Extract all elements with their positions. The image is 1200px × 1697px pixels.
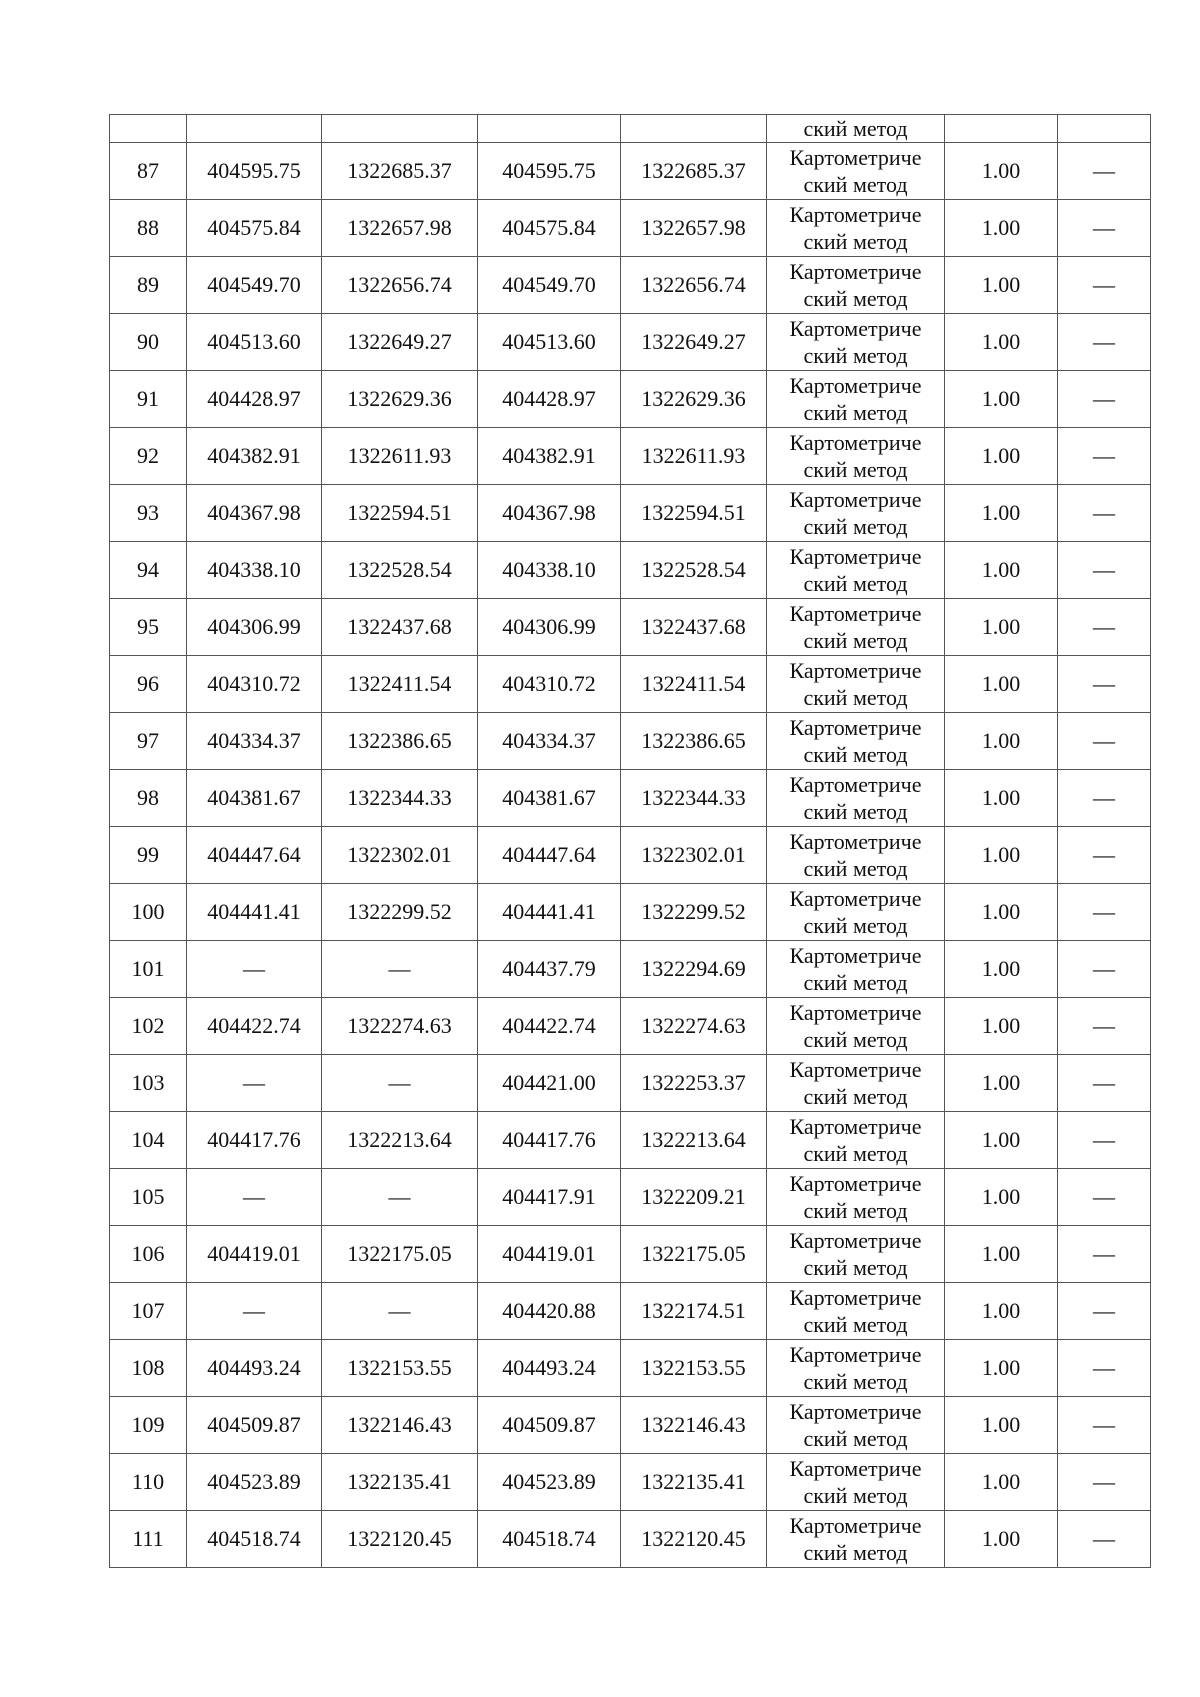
cell-x-new: 404417.76 <box>478 1112 621 1169</box>
cell-y-existing: 1322175.05 <box>322 1226 478 1283</box>
cell-accuracy: 1.00 <box>945 485 1058 542</box>
cell-number: 94 <box>110 542 187 599</box>
table-row <box>110 656 1151 713</box>
cell-accuracy: 1.00 <box>945 941 1058 998</box>
method-line-2: ский метод <box>803 1483 908 1508</box>
method-line-1: Картометриче <box>789 715 922 740</box>
cell-x-existing: 404367.98 <box>187 485 322 542</box>
method-line-1: Картометриче <box>789 601 922 626</box>
cell-x-new: 404493.24 <box>478 1340 621 1397</box>
table-row <box>110 1511 1151 1568</box>
method-line-2: ский метод <box>803 343 908 368</box>
method-line-2: ский метод <box>803 1255 908 1280</box>
method-line-2: ский метод <box>803 628 908 653</box>
cell-note: — <box>1058 314 1151 371</box>
cell-y-new: 1322294.69 <box>621 941 767 998</box>
cell-x-new: 404422.74 <box>478 998 621 1055</box>
cell-accuracy: 1.00 <box>945 428 1058 485</box>
cell-x-new: 404381.67 <box>478 770 621 827</box>
cell-number: 105 <box>110 1169 187 1226</box>
method-line-2: ский метод <box>803 1426 908 1451</box>
cell-accuracy: 1.00 <box>945 827 1058 884</box>
cell-x-existing: — <box>187 941 322 998</box>
cell-y-existing: 1322411.54 <box>322 656 478 713</box>
cell-number: 103 <box>110 1055 187 1112</box>
cell-y-existing: 1322153.55 <box>322 1340 478 1397</box>
cell-accuracy: 1.00 <box>945 713 1058 770</box>
cell-note: — <box>1058 1340 1151 1397</box>
cell-x-existing: — <box>187 1283 322 1340</box>
cell-y-new: 1322649.27 <box>621 314 767 371</box>
cell-note: — <box>1058 713 1151 770</box>
cell-note: — <box>1058 371 1151 428</box>
cell-number: 100 <box>110 884 187 941</box>
cell-accuracy: 1.00 <box>945 998 1058 1055</box>
method-line-1: Картометриче <box>789 658 922 683</box>
cell-method <box>767 542 945 599</box>
cell-y-new: 1322135.41 <box>621 1454 767 1511</box>
cell-y-new <box>621 115 767 143</box>
table-row <box>110 1340 1151 1397</box>
cell-number: 106 <box>110 1226 187 1283</box>
method-line-1: Картометриче <box>789 373 922 398</box>
cell-x-new: 404447.64 <box>478 827 621 884</box>
cell-note: — <box>1058 1511 1151 1568</box>
cell-method <box>767 115 945 143</box>
cell-x-new: 404595.75 <box>478 143 621 200</box>
method-line-2: ский метод <box>803 172 908 197</box>
cell-note: — <box>1058 257 1151 314</box>
cell-method <box>767 485 945 542</box>
cell-method <box>767 257 945 314</box>
cell-y-existing: — <box>322 941 478 998</box>
cell-x-existing: 404493.24 <box>187 1340 322 1397</box>
cell-x-existing: 404513.60 <box>187 314 322 371</box>
cell-method <box>767 827 945 884</box>
method-tail: ский метод <box>803 116 908 141</box>
cell-y-new: 1322146.43 <box>621 1397 767 1454</box>
cell-accuracy: 1.00 <box>945 1226 1058 1283</box>
cell-x-new: 404367.98 <box>478 485 621 542</box>
cell-number: 98 <box>110 770 187 827</box>
cell-x-existing: — <box>187 1055 322 1112</box>
method-line-2: ский метод <box>803 1141 908 1166</box>
cell-note: — <box>1058 998 1151 1055</box>
cell-y-new: 1322302.01 <box>621 827 767 884</box>
method-line-2: ский метод <box>803 970 908 995</box>
cell-y-new: 1322685.37 <box>621 143 767 200</box>
cell-x-new: 404338.10 <box>478 542 621 599</box>
cell-y-existing: 1322274.63 <box>322 998 478 1055</box>
cell-y-existing: 1322135.41 <box>322 1454 478 1511</box>
cell-x-existing: 404441.41 <box>187 884 322 941</box>
method-line-2: ский метод <box>803 1027 908 1052</box>
method-line-1: Картометриче <box>789 1285 922 1310</box>
cell-x-new: 404549.70 <box>478 257 621 314</box>
cell-x-new: 404437.79 <box>478 941 621 998</box>
cell-y-new: 1322175.05 <box>621 1226 767 1283</box>
cell-x-existing: 404381.67 <box>187 770 322 827</box>
cell-accuracy: 1.00 <box>945 314 1058 371</box>
cell-note <box>1058 115 1151 143</box>
cell-x-new <box>478 115 621 143</box>
method-line-1: Картометриче <box>789 1456 922 1481</box>
cell-method <box>767 1283 945 1340</box>
method-line-2: ский метод <box>803 1312 908 1337</box>
cell-number: 96 <box>110 656 187 713</box>
method-line-2: ский метод <box>803 742 908 767</box>
table-row <box>110 428 1151 485</box>
cell-number: 93 <box>110 485 187 542</box>
continuation-row <box>110 115 1151 143</box>
cell-x-existing: 404447.64 <box>187 827 322 884</box>
cell-x-new: 404382.91 <box>478 428 621 485</box>
cell-method <box>767 428 945 485</box>
cell-note: — <box>1058 827 1151 884</box>
table-row <box>110 1283 1151 1340</box>
cell-method <box>767 770 945 827</box>
cell-y-new: 1322253.37 <box>621 1055 767 1112</box>
cell-method <box>767 371 945 428</box>
cell-note: — <box>1058 884 1151 941</box>
cell-number: 89 <box>110 257 187 314</box>
cell-method <box>767 656 945 713</box>
cell-accuracy: 1.00 <box>945 1397 1058 1454</box>
cell-note: — <box>1058 1283 1151 1340</box>
table-row <box>110 713 1151 770</box>
table-row <box>110 884 1151 941</box>
cell-y-existing: 1322344.33 <box>322 770 478 827</box>
cell-y-existing: — <box>322 1169 478 1226</box>
cell-y-existing: 1322528.54 <box>322 542 478 599</box>
cell-accuracy: 1.00 <box>945 1169 1058 1226</box>
table-row <box>110 485 1151 542</box>
cell-y-new: 1322656.74 <box>621 257 767 314</box>
cell-y-new: 1322386.65 <box>621 713 767 770</box>
table-row <box>110 1226 1151 1283</box>
cell-y-existing: 1322386.65 <box>322 713 478 770</box>
cell-x-existing: 404549.70 <box>187 257 322 314</box>
table-row <box>110 827 1151 884</box>
cell-note: — <box>1058 542 1151 599</box>
cell-number: 90 <box>110 314 187 371</box>
cell-x-new: 404441.41 <box>478 884 621 941</box>
table-row <box>110 1397 1151 1454</box>
cell-accuracy <box>945 115 1058 143</box>
method-line-1: Картометриче <box>789 430 922 455</box>
cell-method <box>767 1112 945 1169</box>
cell-x-existing: 404417.76 <box>187 1112 322 1169</box>
cell-y-new: 1322174.51 <box>621 1283 767 1340</box>
table-row <box>110 371 1151 428</box>
cell-accuracy: 1.00 <box>945 1340 1058 1397</box>
cell-note: — <box>1058 1169 1151 1226</box>
cell-y-new: 1322120.45 <box>621 1511 767 1568</box>
method-line-2: ский метод <box>803 685 908 710</box>
method-line-1: Картометриче <box>789 1228 922 1253</box>
cell-x-new: 404509.87 <box>478 1397 621 1454</box>
method-line-1: Картометриче <box>789 1114 922 1139</box>
cell-x-new: 404420.88 <box>478 1283 621 1340</box>
cell-x-new: 404306.99 <box>478 599 621 656</box>
cell-number: 92 <box>110 428 187 485</box>
method-line-1: Картометриче <box>789 943 922 968</box>
cell-method <box>767 1397 945 1454</box>
cell-y-new: 1322344.33 <box>621 770 767 827</box>
cell-accuracy: 1.00 <box>945 599 1058 656</box>
cell-x-existing: 404595.75 <box>187 143 322 200</box>
coordinates-table <box>109 114 1151 1568</box>
cell-x-existing <box>187 115 322 143</box>
table-row <box>110 1055 1151 1112</box>
method-line-1: Картометриче <box>789 487 922 512</box>
table-row <box>110 314 1151 371</box>
cell-note: — <box>1058 1226 1151 1283</box>
cell-x-existing: 404310.72 <box>187 656 322 713</box>
cell-note: — <box>1058 599 1151 656</box>
cell-note: — <box>1058 428 1151 485</box>
cell-number: 104 <box>110 1112 187 1169</box>
cell-y-existing: 1322657.98 <box>322 200 478 257</box>
cell-x-new: 404310.72 <box>478 656 621 713</box>
cell-accuracy: 1.00 <box>945 656 1058 713</box>
table-row <box>110 770 1151 827</box>
cell-accuracy: 1.00 <box>945 884 1058 941</box>
method-line-1: Картометриче <box>789 145 922 170</box>
table-row <box>110 599 1151 656</box>
table-row <box>110 1112 1151 1169</box>
cell-x-new: 404575.84 <box>478 200 621 257</box>
cell-y-new: 1322528.54 <box>621 542 767 599</box>
method-line-1: Картометриче <box>789 259 922 284</box>
cell-y-existing: 1322146.43 <box>322 1397 478 1454</box>
cell-note: — <box>1058 941 1151 998</box>
method-line-1: Картометриче <box>789 1342 922 1367</box>
cell-x-existing: 404419.01 <box>187 1226 322 1283</box>
cell-x-existing: 404523.89 <box>187 1454 322 1511</box>
cell-x-existing: 404338.10 <box>187 542 322 599</box>
cell-x-existing: 404422.74 <box>187 998 322 1055</box>
cell-y-new: 1322594.51 <box>621 485 767 542</box>
cell-x-new: 404419.01 <box>478 1226 621 1283</box>
cell-y-new: 1322274.63 <box>621 998 767 1055</box>
cell-x-existing: 404509.87 <box>187 1397 322 1454</box>
cell-method <box>767 884 945 941</box>
method-line-1: Картометриче <box>789 1399 922 1424</box>
cell-x-new: 404518.74 <box>478 1511 621 1568</box>
cell-y-existing: 1322437.68 <box>322 599 478 656</box>
cell-number: 101 <box>110 941 187 998</box>
cell-y-existing: 1322120.45 <box>322 1511 478 1568</box>
cell-x-new: 404428.97 <box>478 371 621 428</box>
method-line-1: Картометриче <box>789 1000 922 1025</box>
cell-y-existing: 1322213.64 <box>322 1112 478 1169</box>
method-line-1: Картометриче <box>789 1171 922 1196</box>
cell-number: 99 <box>110 827 187 884</box>
cell-method <box>767 1340 945 1397</box>
table-row <box>110 542 1151 599</box>
cell-x-existing: 404382.91 <box>187 428 322 485</box>
cell-y-existing: 1322611.93 <box>322 428 478 485</box>
cell-accuracy: 1.00 <box>945 143 1058 200</box>
cell-y-new: 1322629.36 <box>621 371 767 428</box>
method-line-2: ский метод <box>803 913 908 938</box>
method-line-2: ский метод <box>803 856 908 881</box>
cell-accuracy: 1.00 <box>945 1112 1058 1169</box>
table-row <box>110 941 1151 998</box>
method-line-2: ский метод <box>803 457 908 482</box>
cell-y-existing: 1322629.36 <box>322 371 478 428</box>
method-line-1: Картометриче <box>789 316 922 341</box>
cell-accuracy: 1.00 <box>945 1055 1058 1112</box>
table-row <box>110 1454 1151 1511</box>
method-line-2: ский метод <box>803 1198 908 1223</box>
cell-y-existing: — <box>322 1055 478 1112</box>
cell-note: — <box>1058 485 1151 542</box>
cell-number: 107 <box>110 1283 187 1340</box>
method-line-2: ский метод <box>803 1369 908 1394</box>
cell-note: — <box>1058 1112 1151 1169</box>
cell-method <box>767 1055 945 1112</box>
cell-method <box>767 1169 945 1226</box>
method-line-2: ский метод <box>803 1084 908 1109</box>
cell-y-existing: — <box>322 1283 478 1340</box>
cell-accuracy: 1.00 <box>945 770 1058 827</box>
method-line-2: ский метод <box>803 229 908 254</box>
cell-method <box>767 1454 945 1511</box>
method-line-1: Картометриче <box>789 772 922 797</box>
cell-method <box>767 1226 945 1283</box>
cell-number: 110 <box>110 1454 187 1511</box>
cell-x-existing: 404428.97 <box>187 371 322 428</box>
cell-x-new: 404334.37 <box>478 713 621 770</box>
cell-accuracy: 1.00 <box>945 1511 1058 1568</box>
cell-method <box>767 143 945 200</box>
table-row <box>110 200 1151 257</box>
cell-y-new: 1322209.21 <box>621 1169 767 1226</box>
cell-accuracy: 1.00 <box>945 1283 1058 1340</box>
method-line-2: ский метод <box>803 400 908 425</box>
cell-x-existing: — <box>187 1169 322 1226</box>
cell-number: 97 <box>110 713 187 770</box>
cell-y-existing: 1322685.37 <box>322 143 478 200</box>
cell-y-new: 1322213.64 <box>621 1112 767 1169</box>
cell-number: 111 <box>110 1511 187 1568</box>
cell-x-new: 404523.89 <box>478 1454 621 1511</box>
cell-accuracy: 1.00 <box>945 542 1058 599</box>
cell-note: — <box>1058 1055 1151 1112</box>
cell-y-new: 1322611.93 <box>621 428 767 485</box>
method-line-1: Картометриче <box>789 1513 922 1538</box>
cell-accuracy: 1.00 <box>945 200 1058 257</box>
method-line-2: ский метод <box>803 514 908 539</box>
method-line-1: Картометриче <box>789 544 922 569</box>
cell-x-new: 404421.00 <box>478 1055 621 1112</box>
table-body <box>110 115 1151 1568</box>
method-line-2: ский метод <box>803 286 908 311</box>
method-line-2: ский метод <box>803 571 908 596</box>
cell-number <box>110 115 187 143</box>
method-line-1: Картометриче <box>789 829 922 854</box>
cell-x-new: 404513.60 <box>478 314 621 371</box>
cell-x-existing: 404334.37 <box>187 713 322 770</box>
cell-y-new: 1322657.98 <box>621 200 767 257</box>
cell-number: 87 <box>110 143 187 200</box>
cell-note: — <box>1058 770 1151 827</box>
table-row <box>110 143 1151 200</box>
cell-note: — <box>1058 656 1151 713</box>
cell-number: 108 <box>110 1340 187 1397</box>
method-line-2: ский метод <box>803 1540 908 1565</box>
cell-method <box>767 941 945 998</box>
cell-y-existing: 1322299.52 <box>322 884 478 941</box>
table-row <box>110 257 1151 314</box>
cell-number: 88 <box>110 200 187 257</box>
cell-number: 109 <box>110 1397 187 1454</box>
cell-x-new: 404417.91 <box>478 1169 621 1226</box>
cell-x-existing: 404306.99 <box>187 599 322 656</box>
method-line-2: ский метод <box>803 799 908 824</box>
cell-number: 102 <box>110 998 187 1055</box>
cell-accuracy: 1.00 <box>945 1454 1058 1511</box>
method-line-1: Картометриче <box>789 886 922 911</box>
cell-method <box>767 998 945 1055</box>
cell-method <box>767 314 945 371</box>
table-row <box>110 1169 1151 1226</box>
cell-y-new: 1322437.68 <box>621 599 767 656</box>
cell-y-existing: 1322302.01 <box>322 827 478 884</box>
cell-accuracy: 1.00 <box>945 371 1058 428</box>
method-line-1: Картометриче <box>789 202 922 227</box>
cell-note: — <box>1058 1454 1151 1511</box>
cell-y-new: 1322153.55 <box>621 1340 767 1397</box>
table-row <box>110 998 1151 1055</box>
cell-note: — <box>1058 143 1151 200</box>
cell-x-existing: 404575.84 <box>187 200 322 257</box>
method-line-1: Картометриче <box>789 1057 922 1082</box>
cell-note: — <box>1058 200 1151 257</box>
cell-note: — <box>1058 1397 1151 1454</box>
cell-method <box>767 713 945 770</box>
cell-y-existing: 1322594.51 <box>322 485 478 542</box>
cell-x-existing: 404518.74 <box>187 1511 322 1568</box>
cell-y-new: 1322411.54 <box>621 656 767 713</box>
cell-method <box>767 1511 945 1568</box>
cell-method <box>767 200 945 257</box>
cell-number: 95 <box>110 599 187 656</box>
cell-y-existing: 1322656.74 <box>322 257 478 314</box>
cell-y-new: 1322299.52 <box>621 884 767 941</box>
cell-y-existing <box>322 115 478 143</box>
cell-number: 91 <box>110 371 187 428</box>
cell-y-existing: 1322649.27 <box>322 314 478 371</box>
cell-method <box>767 599 945 656</box>
cell-accuracy: 1.00 <box>945 257 1058 314</box>
